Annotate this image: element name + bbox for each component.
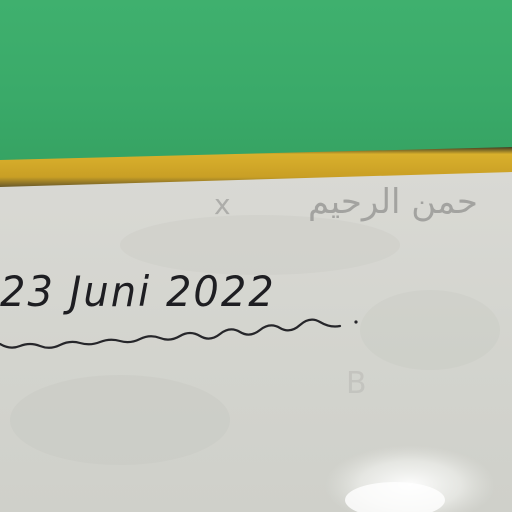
arabic-handwriting: حمن الرحيم	[308, 182, 478, 222]
date-handwriting: 23 Juni 2022	[0, 268, 276, 317]
smudge	[10, 375, 230, 465]
faint-marks: x	[214, 188, 231, 221]
smudge	[120, 215, 400, 275]
dot-mark	[354, 320, 357, 323]
faded-letters: B	[346, 366, 367, 401]
smudge	[360, 290, 500, 370]
